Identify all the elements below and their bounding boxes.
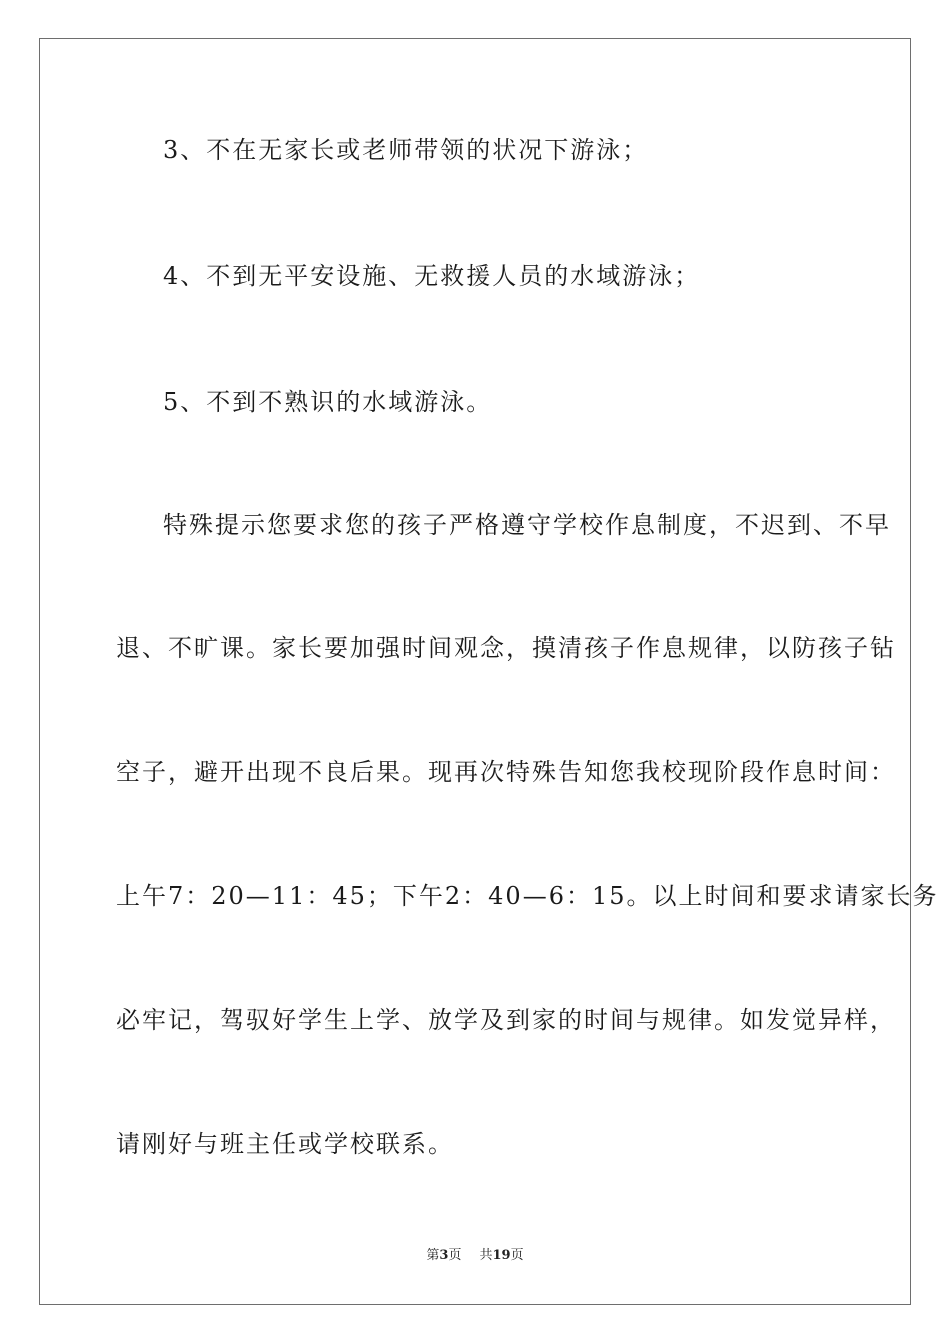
paragraph-line-3: 空子，避开出现不良后果。现再次特殊告知您我校现阶段作息时间： [116, 758, 896, 786]
total-suffix: 页 [510, 1248, 524, 1263]
page-number: 3 [439, 1248, 449, 1263]
list-item-4: 4、不到无平安设施、无救援人员的水域游泳； [163, 262, 701, 290]
paragraph-line-4: 上午7：20—11：45；下午2：40—6：15。以上时间和要求请家长务 [116, 882, 939, 910]
list-item-5: 5、不到不熟识的水域游泳。 [163, 388, 493, 416]
page-border [39, 38, 911, 1305]
total-prefix: 共 [479, 1248, 493, 1263]
paragraph-line-5: 必牢记，驾驭好学生上学、放学及到家的时间与规律。如发觉异样， [116, 1006, 896, 1034]
paragraph-line-1: 特殊提示您要求您的孩子严格遵守学校作息制度，不迟到、不早 [163, 511, 891, 539]
paragraph-line-2: 退、不旷课。家长要加强时间观念，摸清孩子作息规律，以防孩子钻 [116, 634, 896, 662]
page-footer [0, 1247, 950, 1265]
paragraph-line-6: 请刚好与班主任或学校联系。 [116, 1130, 454, 1158]
page-suffix: 页 [448, 1248, 462, 1263]
total-pages: 19 [492, 1248, 511, 1263]
page-prefix: 第 [426, 1248, 440, 1263]
list-item-3: 3、不在无家长或老师带领的状况下游泳； [163, 136, 649, 164]
